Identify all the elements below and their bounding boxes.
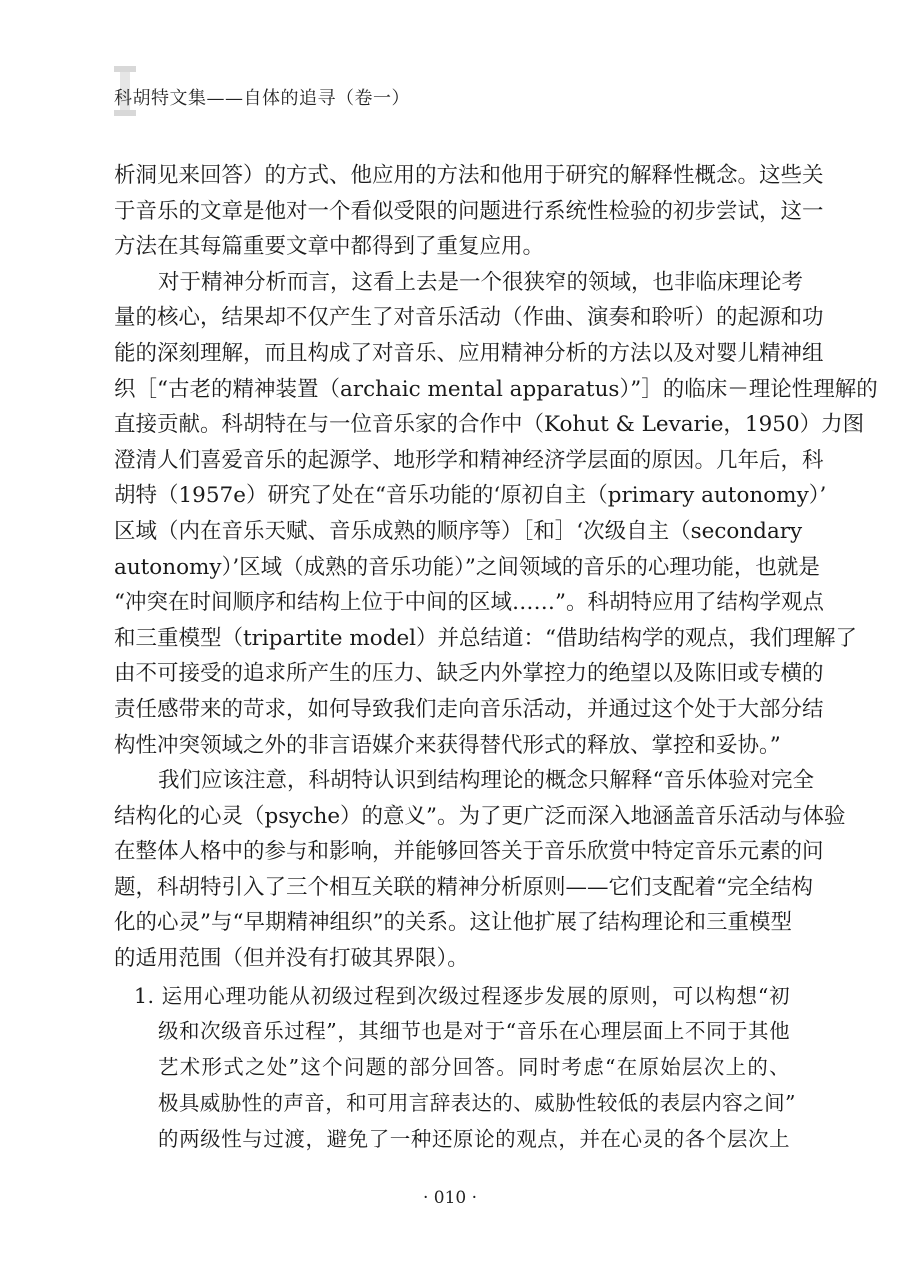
text-line: 由不可接受的追求所产生的压力、缺乏内外掌控力的绝望以及陈旧或专横的 [114, 661, 824, 687]
text-line: 直接贡献。科胡特在与一位音乐家的合作中（Kohut & Levarie，1950）力图 [114, 412, 865, 438]
page-number: · 010 · [422, 1188, 478, 1208]
text-line: “冲突在时间顺序和结构上位于中间的区域……”。科胡特应用了结构学观点 [114, 590, 824, 616]
list-item-line: 极具威胁性的声音，和可用言辞表达的、威胁性较低的表层内容之间” [158, 1091, 796, 1116]
text-line: 我们应该注意，科胡特认识到结构理论的概念只解释“音乐体验对完全 [158, 768, 814, 794]
list-item-line: 艺术形式之处”这个问题的部分回答。同时考虑“在原始层次上的、 [158, 1055, 790, 1080]
text-line: 胡特（1957e）研究了处在“音乐功能的‘原初自主（primary autonomy）’ [114, 483, 827, 509]
text-line: 在整体人格中的参与和影响，并能够回答关于音乐欣赏中特定音乐元素的问 [114, 839, 824, 865]
text-line: 织［“古老的精神装置（archaic mental apparatus）”］的临床－理论性理解的 [114, 376, 878, 402]
paragraph-3 [114, 763, 846, 977]
text-line: 澄清人们喜爱音乐的起源学、地形学和精神经济学层面的原因。几年后，科 [114, 447, 824, 473]
text-line: 于音乐的文章是他对一个看似受限的问题进行系统性检验的初步尝试，这一 [114, 198, 824, 224]
body-text [114, 158, 878, 1158]
text-line: 方法在其每篇重要文章中都得到了重复应用。 [114, 234, 545, 260]
text-line: 化的心灵”与“早期精神组织”的关系。这让他扩展了结构理论和三重模型 [114, 910, 792, 936]
text-line: 的适用范围（但并没有打破其界限）。 [114, 946, 469, 972]
text-line: 析洞见来回答）的方式、他应用的方法和他用于研究的解释性概念。这些关 [114, 163, 824, 188]
running-head-title: 科胡特文集——自体的追寻（卷一） [114, 88, 410, 109]
text-line: 责任感带来的苛求，如何导致我们走向音乐活动，并通过这个处于大部分结 [114, 696, 824, 722]
list-item-line: 的两级性与过渡，避免了一种还原论的观点，并在心灵的各个层次上 [158, 1126, 790, 1151]
numbered-list-item [114, 979, 796, 1158]
text-line: 结构化的心灵（psyche）的意义”。为了更广泛而深入地涵盖音乐活动与体验 [114, 803, 846, 829]
text-line: autonomy）’区域（成熟的音乐功能）”之间领域的音乐的心理功能，也就是 [114, 554, 820, 580]
text-line: 题，科胡特引入了三个相互关联的精神分析原则——它们支配着“完全结构 [114, 874, 813, 900]
list-item-line: 级和次级音乐过程”，其细节也是对于“音乐在心理层面上不同于其他 [158, 1019, 790, 1044]
text-line: 对于精神分析而言，这看上去是一个很狭窄的领域，也非临床理论考 [158, 269, 804, 295]
paragraph-1 [114, 158, 824, 265]
text-line: 构性冲突领域之外的非言语媒介来获得替代形式的释放、掌控和妥协。” [114, 732, 781, 758]
text-line: 区域（内在音乐天赋、音乐成熟的顺序等）［和］‘次级自主（secondary [114, 518, 803, 544]
text-line: 量的核心，结果却不仅产生了对音乐活动（作曲、演奏和聆听）的起源和功 [114, 305, 824, 331]
text-line: 和三重模型（tripartite model）并总结道：“借助结构学的观点，我们理解了 [114, 625, 858, 651]
paragraph-2 [114, 265, 878, 763]
text-line: 能的深刻理解，而且构成了对音乐、应用精神分析的方法以及对婴儿精神组 [114, 340, 824, 366]
list-item-line: 1. 运用心理功能从初级过程到次级过程逐步发展的原则，可以构想“初 [134, 983, 790, 1008]
